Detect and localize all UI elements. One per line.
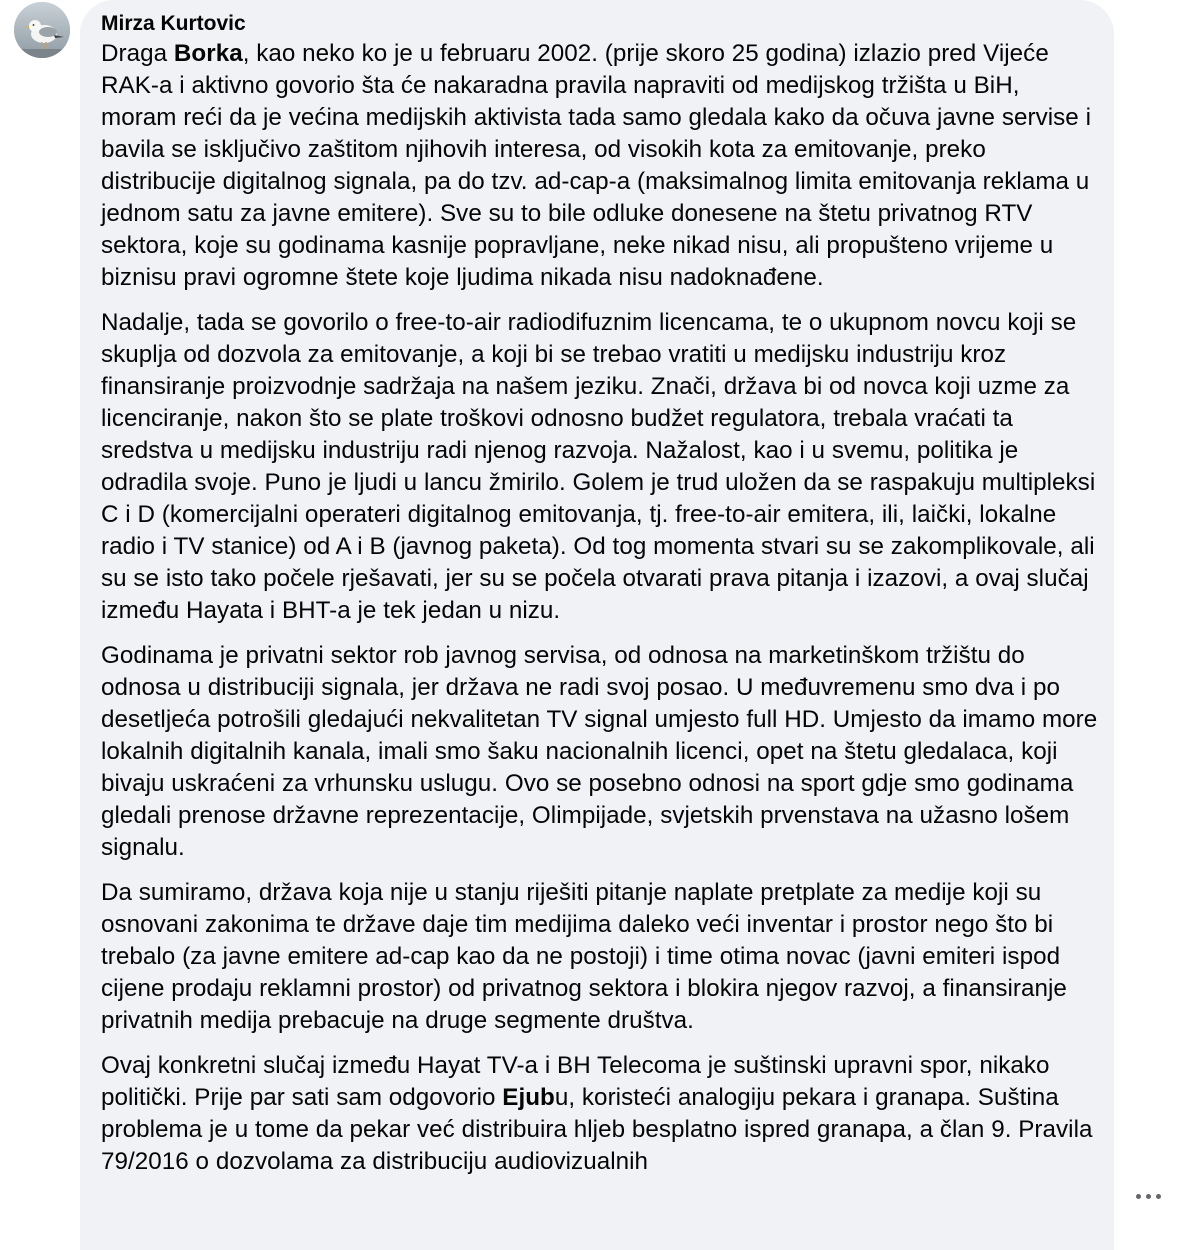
avatar[interactable] xyxy=(14,2,70,58)
comment-text-segment: Godinama je privatni sektor rob javnog servisa, od odnosa na marketinškom tržištu do odnosa u distribuciji signala, jer država ne radi svoj posao. U međuvremenu smo dva i po desetljeća potrošili gledajući nekvalitetan TV signal umjesto full HD. Umjesto da imamo more lokalnih digitalnih kanala, imali smo šaku nacionalnih licenci, opet na štetu gledalaca, koji bivaju uskraćeni za vrhunsku uslugu. Ovo se posebno odnosi na sport gdje smo godinama gledali prenose državne reprezentacije, Olimpijade, svjetskih prvenstava na užasno lošem signalu. xyxy=(101,642,1098,861)
seagull-avatar-icon xyxy=(14,2,70,58)
comment-author[interactable]: Mirza Kurtovic xyxy=(101,12,246,35)
comment-text-segment: Ovaj konkretni slučaj između Hayat TV-a i BH Telecoma je suštinski upravni spor, nikako politički. Prije par sati sam odgovorio xyxy=(101,1052,1050,1111)
comment-bubble xyxy=(80,0,1114,1250)
comment-text xyxy=(101,38,1100,1178)
comment-paragraph xyxy=(101,877,1100,1037)
comment-text-segment: Draga xyxy=(101,40,174,67)
ellipsis-icon xyxy=(1146,1194,1151,1199)
comment-paragraph xyxy=(101,38,1100,294)
comment-paragraph xyxy=(101,640,1100,864)
comment-text-segment: u, koristeći analogiju pekara i granapa. Suština problema je u tome da pekar već distribuira hljeb besplatno ispred granapa, a član 9. Pravila 79/2016 o dozvolama za distribuciju audiovizualnih xyxy=(101,1084,1093,1175)
mentioned-name-link[interactable]: Borka xyxy=(173,40,243,67)
ellipsis-icon xyxy=(1156,1194,1161,1199)
comment-paragraph xyxy=(101,1050,1100,1178)
comment-text-segment: Nadalje, tada se govorilo o free-to-air radiodifuznim licencama, te o ukupnom novcu koji se skuplja od dozvola za emitovanje, a koji bi se trebao vratiti u medijsku industriju kroz finansiranje proizvodnje sadržaja na našem jeziku. Znači, država bi od novca koji uzme za licenciranje, nakon što se plate troškovi odnosno budžet regulatora, trebala vraćati ta sredstva u medijsku industriju radi njenog razvoja. Nažalost, kao i u svemu, politika je odradila svoje. Puno je ljudi u lancu žmirilo. Golem je trud uložen da se raspakuju multipleksi C i D (komercijalni operateri digitalnog emitovanja, tj. free-to-air emitera, ili, laički, lokalne radio i TV stanice) od A i B (javnog paketa). Od tog momenta stvari su se zakomplikovale, ali su se isto tako počele rješavati, jer su se počela otvarati prava pitanja i izazovi, a ovaj slučaj između Hayata i BHT-a je tek jedan u nizu. xyxy=(101,309,1096,624)
comment-text-segment: Da sumiramo, država koja nije u stanju riješiti pitanje naplate pretplate za medije koji su osnovani zakonima te države daje tim medijima daleko veći inventar i prostor nego što bi trebalo (za javne emitere ad-cap kao da ne postoji) i time otima novac (javni emiteri ispod cijene prodaju reklamni prostor) od privatnog sektora i blokira njegov razvoj, a finansiranje privatnih medija prebacuje na druge segmente društva. xyxy=(101,879,1067,1034)
mentioned-name-link[interactable]: Ejub xyxy=(502,1084,555,1111)
comment-paragraph xyxy=(101,307,1100,627)
ellipsis-icon xyxy=(1136,1194,1141,1199)
comment-text-segment: , kao neko ko je u februaru 2002. (prije skoro 25 godina) izlazio pred Vijeće RAK-a i aktivno govorio šta će nakaradna pravila napraviti od medijskog tržišta u BiH, moram reći da je većina medijskih aktivista tada samo gledala kako da očuva javne servise i bavila se isključivo zaštitom njihovih interesa, od visokih kota za emitovanje, preko distribucije digitalnog signala, pa do tzv. ad-cap-a (maksimalnog limita emitovanja reklama u jednom satu za javne emitere). Sve su to bile odluke donesene na štetu privatnog RTV sektora, koje su godinama kasnije popravljane, neke nikad nisu, ali propušteno vrijeme u biznisu pravi ogromne štete koje ljudima nikada nisu nadoknađene. xyxy=(101,40,1091,291)
more-options-button[interactable] xyxy=(1126,1180,1170,1212)
